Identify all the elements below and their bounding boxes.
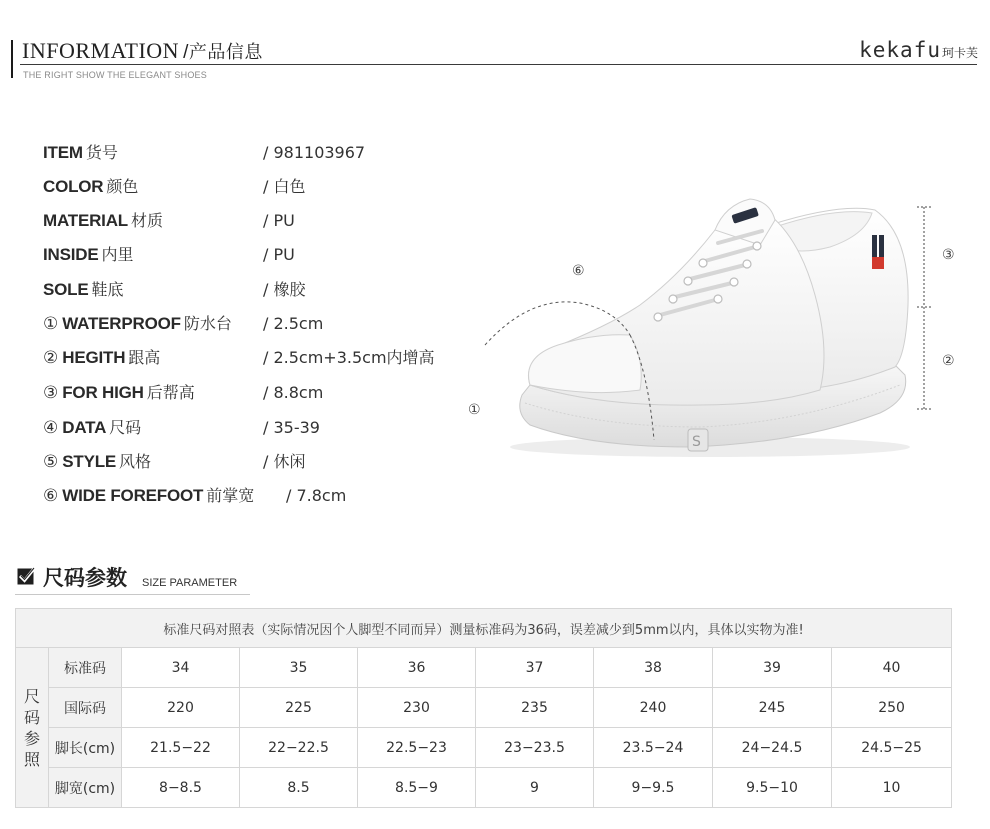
table-cell: 10 (832, 768, 952, 808)
spec-value: / 35-39 (263, 418, 320, 437)
table-cell: 23.5−24 (594, 728, 713, 768)
spec-value: / 981103967 (263, 143, 366, 162)
table-cell: 40 (832, 648, 952, 688)
spec-label-cn: 颜色 (106, 177, 139, 196)
table-cell: 230 (358, 688, 476, 728)
spec-label-en: WIDE FOREFOOT (62, 486, 204, 505)
table-cell: 245 (713, 688, 832, 728)
side-label-char: 照 (23, 749, 40, 769)
spec-label-cn: 前掌宽 (206, 486, 255, 505)
spec-value: / 2.5cm+3.5cm内增高 (263, 348, 435, 367)
size-chart-table (15, 608, 952, 808)
spec-value: / 橡胶 (263, 280, 306, 299)
page-title (22, 38, 263, 64)
brand-name-en: kekafu (859, 38, 941, 62)
table-cell: 220 (122, 688, 240, 728)
spec-row-size (43, 416, 483, 440)
spec-row-waterproof (43, 312, 483, 336)
header-divider (20, 64, 977, 65)
annotation-heel-height: ② (942, 353, 955, 369)
page-title-cn: 产品信息 (188, 42, 263, 63)
table-cell: 23−23.5 (476, 728, 594, 768)
spec-label-en: SOLE (43, 280, 89, 299)
spec-label-cn: 跟高 (128, 348, 161, 367)
spec-value: / 2.5cm (263, 314, 324, 333)
spec-label-en: MATERIAL (43, 211, 128, 230)
table-cell: 9.5−10 (713, 768, 832, 808)
brand-name-cn: 珂卡芙 (941, 46, 978, 60)
table-cell: 24.5−25 (832, 728, 952, 768)
table-cell: 37 (476, 648, 594, 688)
spec-label-cn: 货号 (85, 143, 118, 162)
spec-marker: ⑥ (43, 486, 59, 506)
table-cell: 9 (476, 768, 594, 808)
checkbox-checked-icon (17, 566, 36, 585)
table-cell: 8−8.5 (122, 768, 240, 808)
spec-label-cn: 防水台 (183, 314, 232, 333)
table-cell: 8.5 (240, 768, 358, 808)
spec-row-material (43, 209, 483, 233)
spec-marker: ② (43, 348, 59, 368)
svg-text:S: S (692, 434, 701, 450)
size-chart-notice: 标准尺码对照表（实际情况因个人脚型不同而异）测量标准码为36码，误差减少到5mm以内，具体以实物为准! (16, 609, 952, 648)
spec-label-en: COLOR (43, 177, 104, 196)
spec-row-heel-height (43, 346, 483, 370)
spec-row-sole (43, 278, 483, 302)
row-label: 标准码 (49, 648, 122, 688)
table-cell: 225 (240, 688, 358, 728)
spec-value: / 休闲 (263, 452, 306, 471)
table-cell: 22.5−23 (358, 728, 476, 768)
spec-label-cn: 后帮高 (146, 383, 195, 402)
spec-label-en: HEGITH (62, 348, 126, 367)
table-cell: 36 (358, 648, 476, 688)
table-cell: 235 (476, 688, 594, 728)
size-section-underline (15, 594, 250, 595)
annotation-waterproof: ① (468, 402, 481, 418)
table-cell: 8.5−9 (358, 768, 476, 808)
side-label-char: 参 (23, 728, 40, 748)
spec-row-back-height (43, 381, 483, 405)
spec-label-en: FOR HIGH (62, 383, 144, 402)
table-cell: 35 (240, 648, 358, 688)
table-cell: 9−9.5 (594, 768, 713, 808)
spec-value: / PU (263, 245, 295, 264)
size-section-subtitle: SIZE PARAMETER (142, 577, 238, 589)
spec-row-forefoot-width (43, 484, 483, 508)
annotation-back-height: ③ (942, 247, 955, 263)
row-label: 脚宽(cm) (49, 768, 122, 808)
spec-label-en: WATERPROOF (62, 314, 181, 333)
spec-row-item (43, 141, 483, 165)
spec-label-cn: 材质 (130, 211, 163, 230)
spec-row-color (43, 175, 483, 199)
table-cell: 24−24.5 (713, 728, 832, 768)
spec-value: / 白色 (263, 177, 306, 196)
spec-marker: ⑤ (43, 452, 59, 472)
side-label-char: 尺 (23, 686, 40, 706)
spec-label-en: ITEM (43, 143, 83, 162)
spec-label-cn: 鞋底 (91, 280, 124, 299)
page-title-en: INFORMATION (22, 38, 180, 63)
spec-label-cn: 风格 (119, 452, 152, 471)
shoe-illustration (470, 185, 970, 470)
spec-value: / 8.8cm (263, 383, 324, 402)
row-label: 国际码 (49, 688, 122, 728)
spec-value: / PU (263, 211, 295, 230)
table-row (16, 728, 952, 768)
size-section-title: 尺码参数 (43, 566, 127, 590)
page-subtitle: THE RIGHT SHOW THE ELEGANT SHOES (23, 70, 207, 80)
spec-marker: ① (43, 314, 59, 334)
spec-marker: ④ (43, 418, 59, 438)
row-label: 脚长(cm) (49, 728, 122, 768)
brand-logo (859, 38, 978, 62)
table-cell: 22−22.5 (240, 728, 358, 768)
table-cell: 250 (832, 688, 952, 728)
spec-row-inside (43, 243, 483, 267)
table-cell: 21.5−22 (122, 728, 240, 768)
spec-label-cn: 尺码 (109, 418, 142, 437)
table-row (16, 688, 952, 728)
spec-label-en: INSIDE (43, 245, 99, 264)
spec-value: / 7.8cm (286, 486, 347, 505)
spec-marker: ③ (43, 383, 59, 403)
side-label-char: 码 (23, 707, 40, 727)
annotation-forefoot-width: ⑥ (572, 263, 585, 279)
spec-row-style (43, 450, 483, 474)
spec-label-en: DATA (62, 418, 107, 437)
table-cell: 240 (594, 688, 713, 728)
page-title-slash: / (183, 42, 189, 63)
header-left-rule (11, 40, 13, 78)
spec-label-en: STYLE (62, 452, 117, 471)
spec-label-cn: 内里 (101, 245, 134, 264)
table-row (16, 648, 952, 688)
table-row (16, 768, 952, 808)
size-chart-side-label (16, 648, 49, 808)
table-cell: 38 (594, 648, 713, 688)
table-cell: 39 (713, 648, 832, 688)
table-cell: 34 (122, 648, 240, 688)
